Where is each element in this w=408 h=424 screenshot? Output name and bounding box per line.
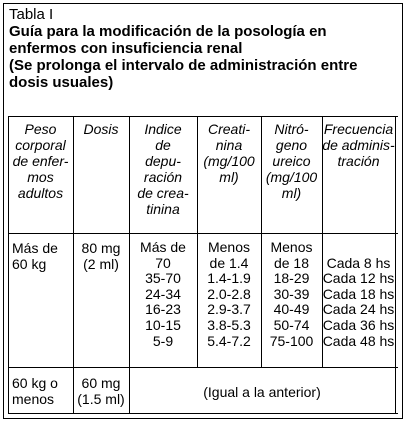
row1-dose: 80 mg (2 ml) (81, 240, 121, 272)
table-note-line: dosis usuales) (9, 74, 114, 91)
table-header (9, 6, 396, 91)
table-title (9, 23, 396, 57)
col-header-creatinine: Creati- nina (mg/100 ml) (203, 121, 255, 185)
row1-urea: Menos de 18 18-29 30-39 40-49 50-74 75-100 (269, 239, 314, 349)
col-header-weight: Peso corporal de enfer- mos adultos (12, 121, 69, 201)
table-number: Tabla I (9, 6, 54, 23)
col-header-urea: Nitró- geno ureico (mg/100 ml) (265, 121, 318, 201)
rule-bottom (8, 413, 398, 414)
row1-frequency: Cada 8 hs Cada 12 hs Cada 18 hs Cada 24 hs Cada 36 hs Cada 48 hs (322, 254, 395, 349)
table-title-line: enfermos con insuficiencia renal (9, 40, 243, 57)
table-frame (3, 3, 403, 419)
table-note-line: (Se prolonga el intervalo de administración entre (9, 57, 358, 74)
row1-creatinine: Menos de 1.4 1.4-1.9 2.0-2.8 2.9-3.7 3.8-5.3 5.4-7.2 (207, 239, 251, 349)
row2-dose: 60 mg (1.5 ml) (77, 375, 125, 407)
col-header-clearance: Indice de depu- ración de crea- tinina (137, 121, 189, 217)
row2-same-as-above: (Igual a la anterior) (203, 384, 321, 400)
rule-top (8, 116, 398, 117)
table-title-line: Guía para la modificación de la posología en (9, 23, 327, 40)
col-header-dose: Dosis (83, 121, 119, 137)
table-note (9, 57, 396, 91)
row2-weight: 60 kg o menos (12, 375, 58, 407)
col-header-frequency: Frecuencia de adminis- tración (322, 121, 395, 169)
vline-right (395, 116, 396, 413)
rule-row-divider (8, 367, 398, 368)
rule-header-bottom (8, 233, 398, 234)
row1-weight: Más de 60 kg (12, 240, 58, 272)
row1-clearance: Más de 70 35-70 24-34 16-23 10-15 5-9 (140, 239, 186, 349)
